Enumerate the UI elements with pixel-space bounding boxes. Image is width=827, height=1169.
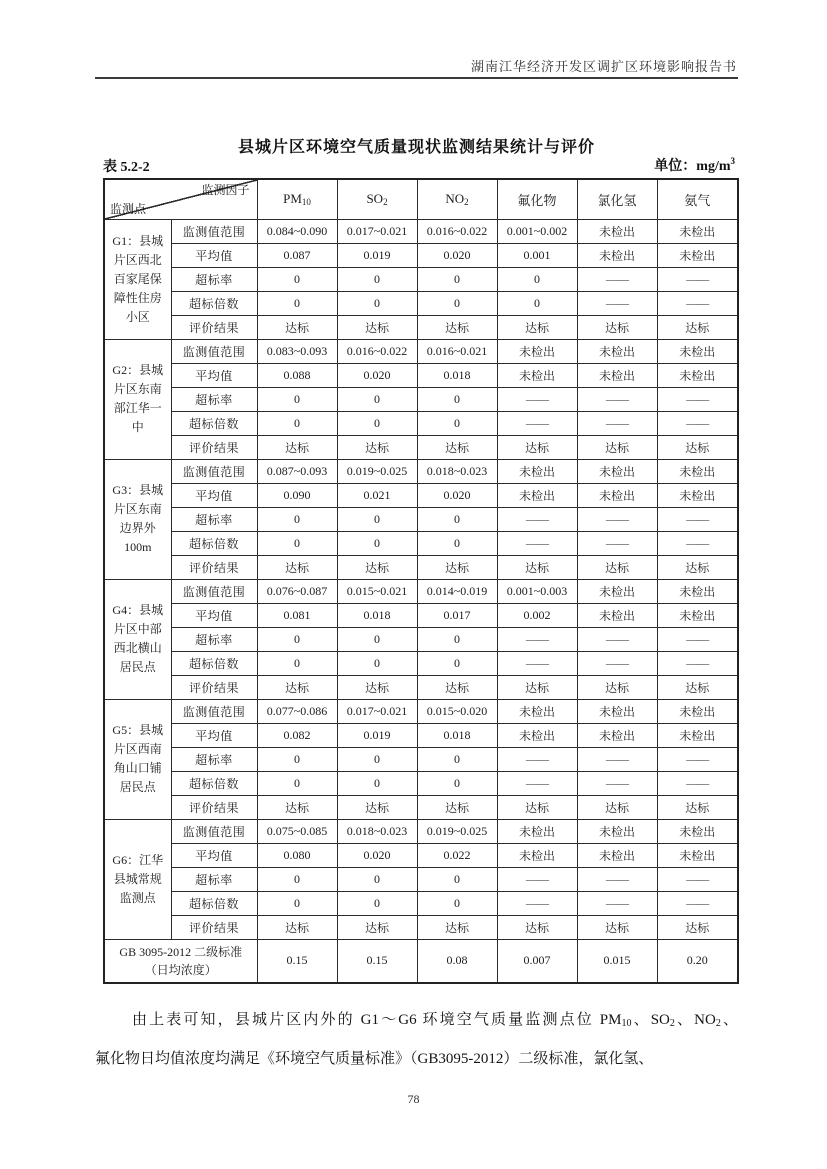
paragraph-text: 、SO — [631, 1012, 670, 1028]
value-cell: 未检出 — [657, 699, 738, 723]
row-label: 平均值 — [171, 243, 257, 267]
value-cell: 0.019~0.025 — [417, 819, 497, 843]
value-cell: 0.001~0.002 — [497, 219, 577, 243]
table-row — [104, 315, 738, 339]
unit-text: 单位：mg/m — [654, 159, 731, 174]
value-cell: 0.082 — [257, 723, 337, 747]
value-cell: 0 — [417, 531, 497, 555]
row-label: 评价结果 — [171, 795, 257, 819]
value-cell: 0.017 — [417, 603, 497, 627]
value-cell: 达标 — [497, 915, 577, 939]
value-cell: 达标 — [577, 555, 657, 579]
value-cell: —— — [577, 411, 657, 435]
value-cell: 未检出 — [577, 723, 657, 747]
value-cell: 达标 — [417, 915, 497, 939]
value-cell: 0 — [337, 651, 417, 675]
value-cell: 0.090 — [257, 483, 337, 507]
value-cell: 未检出 — [577, 699, 657, 723]
page-number: 78 — [407, 1092, 420, 1106]
value-cell: 未检出 — [497, 819, 577, 843]
value-cell: —— — [657, 411, 738, 435]
row-label: 超标率 — [171, 747, 257, 771]
table-row — [104, 603, 738, 627]
paragraph-text: 、NO — [674, 1012, 716, 1028]
value-cell: 0.077~0.086 — [257, 699, 337, 723]
value-cell: 达标 — [257, 435, 337, 459]
value-cell: 达标 — [657, 435, 738, 459]
table-row — [104, 819, 738, 843]
value-cell: —— — [657, 891, 738, 915]
document-header: 湖南江华经济开发区调扩区环境影响报告书 — [470, 59, 737, 74]
value-cell: 达标 — [577, 915, 657, 939]
value-cell: 0 — [257, 627, 337, 651]
value-cell: —— — [497, 387, 577, 411]
standard-row — [104, 939, 738, 983]
value-cell: 0 — [257, 771, 337, 795]
value-cell: —— — [657, 387, 738, 411]
row-label: 超标率 — [171, 867, 257, 891]
value-cell: 0 — [337, 867, 417, 891]
subscript: 10 — [301, 197, 311, 208]
value-cell: —— — [577, 627, 657, 651]
analysis-paragraph — [95, 1001, 738, 1079]
row-label: 超标率 — [171, 387, 257, 411]
value-cell: 达标 — [657, 795, 738, 819]
row-label: 平均值 — [171, 363, 257, 387]
paragraph-line-2 — [95, 1040, 738, 1079]
value-cell: 0.020 — [417, 243, 497, 267]
value-cell: 达标 — [657, 675, 738, 699]
value-cell: —— — [577, 771, 657, 795]
value-cell: 0 — [337, 771, 417, 795]
value-cell: 0 — [337, 267, 417, 291]
value-cell: 0 — [417, 747, 497, 771]
value-cell: 未检出 — [657, 339, 738, 363]
value-cell: 达标 — [577, 675, 657, 699]
standard-value-cell: 0.15 — [257, 939, 337, 983]
standard-value-cell: 0.15 — [337, 939, 417, 983]
standard-value-cell: 0.007 — [497, 939, 577, 983]
value-cell: 未检出 — [577, 483, 657, 507]
value-cell: 达标 — [257, 555, 337, 579]
row-label: 超标倍数 — [171, 891, 257, 915]
value-cell: —— — [497, 891, 577, 915]
value-cell: 0.080 — [257, 843, 337, 867]
corner-label-point: 监测点 — [110, 201, 147, 216]
row-label: 监测值范围 — [171, 579, 257, 603]
value-cell: 0 — [257, 891, 337, 915]
value-cell: 达标 — [337, 915, 417, 939]
row-label: 超标率 — [171, 627, 257, 651]
value-cell: —— — [657, 267, 738, 291]
table-row — [104, 459, 738, 483]
value-cell: 0.020 — [417, 483, 497, 507]
value-cell: —— — [577, 747, 657, 771]
value-cell: 未检出 — [657, 579, 738, 603]
value-cell: 未检出 — [657, 603, 738, 627]
row-label: 评价结果 — [171, 675, 257, 699]
value-cell: 0 — [257, 387, 337, 411]
value-cell: 达标 — [337, 435, 417, 459]
value-cell: 0.022 — [417, 843, 497, 867]
value-cell: 0.020 — [337, 843, 417, 867]
value-cell: 0 — [417, 411, 497, 435]
monitoring-point-label: G2：县城片区东南部江华一中 — [104, 339, 171, 459]
table-row — [104, 867, 738, 891]
subscript: 2 — [669, 1018, 675, 1029]
value-cell: 未检出 — [577, 243, 657, 267]
subscript: 2 — [383, 197, 388, 208]
value-cell: 未检出 — [577, 843, 657, 867]
value-cell: 0.018~0.023 — [337, 819, 417, 843]
table-row — [104, 435, 738, 459]
table-row — [104, 699, 738, 723]
table-row — [104, 627, 738, 651]
table-title: 县城片区环境空气质量现状监测结果统计与评价 — [237, 139, 595, 156]
value-cell: 0.019~0.025 — [337, 459, 417, 483]
value-cell: 达标 — [417, 315, 497, 339]
value-cell: 0 — [417, 771, 497, 795]
value-cell: 未检出 — [657, 219, 738, 243]
value-cell: 0.016~0.021 — [417, 339, 497, 363]
value-cell: 0 — [417, 267, 497, 291]
subscript: 2 — [464, 197, 469, 208]
value-cell: 0.018 — [417, 363, 497, 387]
value-cell: 0.018~0.023 — [417, 459, 497, 483]
row-label: 超标率 — [171, 507, 257, 531]
row-label: 平均值 — [171, 603, 257, 627]
column-header-pm10 — [257, 179, 337, 219]
value-cell: 达标 — [657, 555, 738, 579]
row-label: 评价结果 — [171, 315, 257, 339]
value-cell: 0.017~0.021 — [337, 699, 417, 723]
value-cell: 未检出 — [497, 483, 577, 507]
value-cell: 0 — [417, 627, 497, 651]
value-cell: 达标 — [257, 675, 337, 699]
monitoring-point-label: G5：县城片区西南角山口铺居民点 — [104, 699, 171, 819]
value-cell: 0.020 — [337, 363, 417, 387]
value-cell: 0.019 — [337, 243, 417, 267]
value-cell: 达标 — [337, 315, 417, 339]
value-cell: 未检出 — [497, 339, 577, 363]
table-row — [104, 675, 738, 699]
standard-label — [104, 939, 257, 983]
table-row — [104, 579, 738, 603]
value-cell: 0 — [337, 891, 417, 915]
value-cell: 达标 — [417, 795, 497, 819]
value-cell: 达标 — [577, 795, 657, 819]
value-cell: 0 — [417, 387, 497, 411]
value-cell: —— — [577, 387, 657, 411]
value-cell: 0 — [417, 651, 497, 675]
value-cell: 未检出 — [657, 819, 738, 843]
value-cell: —— — [497, 651, 577, 675]
value-cell: 0 — [417, 291, 497, 315]
value-cell: 达标 — [337, 555, 417, 579]
value-cell: 达标 — [497, 795, 577, 819]
table-row — [104, 915, 738, 939]
value-cell: 未检出 — [657, 723, 738, 747]
value-cell: 0.018 — [417, 723, 497, 747]
value-cell: —— — [577, 867, 657, 891]
table-row — [104, 363, 738, 387]
value-cell: —— — [657, 867, 738, 891]
value-cell: 0.087 — [257, 243, 337, 267]
column-header-text: 氯化氢 — [597, 192, 637, 208]
table-number-label: 表 5.2-2 — [103, 160, 150, 175]
value-cell: —— — [577, 267, 657, 291]
monitoring-table — [103, 178, 739, 984]
table-header-row — [104, 179, 738, 219]
value-cell: 0.076~0.087 — [257, 579, 337, 603]
value-cell: 0 — [337, 291, 417, 315]
standard-label-line1: GB 3095-2012 二级标准 — [119, 944, 243, 959]
value-cell: 未检出 — [577, 363, 657, 387]
row-label: 监测值范围 — [171, 459, 257, 483]
value-cell: —— — [497, 747, 577, 771]
monitoring-point-label: G1：县城片区西北百家尾保障性住房小区 — [104, 219, 171, 339]
column-header-氯化氢 — [577, 179, 657, 219]
value-cell: 0 — [497, 267, 577, 291]
value-cell: 0 — [257, 267, 337, 291]
value-cell: 未检出 — [577, 219, 657, 243]
value-cell: 0 — [417, 867, 497, 891]
value-cell: —— — [657, 747, 738, 771]
row-label: 平均值 — [171, 723, 257, 747]
value-cell: —— — [497, 771, 577, 795]
value-cell: 0 — [257, 651, 337, 675]
row-label: 平均值 — [171, 843, 257, 867]
unit-superscript: 3 — [730, 156, 735, 166]
value-cell: 0.002 — [497, 603, 577, 627]
value-cell: 0 — [257, 867, 337, 891]
value-cell: 未检出 — [657, 459, 738, 483]
column-header-text: 氨气 — [684, 192, 711, 208]
value-cell: 未检出 — [497, 363, 577, 387]
value-cell: —— — [657, 531, 738, 555]
value-cell: 达标 — [417, 555, 497, 579]
row-label: 监测值范围 — [171, 819, 257, 843]
value-cell: 达标 — [257, 315, 337, 339]
value-cell: 0.075~0.085 — [257, 819, 337, 843]
value-cell: —— — [657, 291, 738, 315]
value-cell: 未检出 — [657, 363, 738, 387]
row-label: 评价结果 — [171, 435, 257, 459]
column-header-text: PM — [283, 191, 302, 207]
value-cell: 未检出 — [577, 339, 657, 363]
row-label: 监测值范围 — [171, 699, 257, 723]
value-cell: 未检出 — [657, 243, 738, 267]
value-cell: 0.014~0.019 — [417, 579, 497, 603]
value-cell: 0 — [337, 507, 417, 531]
row-label: 评价结果 — [171, 915, 257, 939]
value-cell: 0 — [257, 507, 337, 531]
standard-value-cell: 0.015 — [577, 939, 657, 983]
table-row — [104, 747, 738, 771]
value-cell: 0.015~0.021 — [337, 579, 417, 603]
value-cell: —— — [497, 627, 577, 651]
value-cell: 达标 — [657, 915, 738, 939]
value-cell: 0 — [257, 291, 337, 315]
value-cell: 0.017~0.021 — [337, 219, 417, 243]
value-cell: 0.088 — [257, 363, 337, 387]
value-cell: 未检出 — [657, 483, 738, 507]
value-cell: 0.015~0.020 — [417, 699, 497, 723]
value-cell: 0 — [417, 891, 497, 915]
subscript: 10 — [621, 1018, 632, 1029]
value-cell: 未检出 — [577, 603, 657, 627]
value-cell: 未检出 — [657, 843, 738, 867]
value-cell: 0 — [337, 411, 417, 435]
value-cell: 达标 — [497, 675, 577, 699]
table-row — [104, 843, 738, 867]
value-cell: 0.018 — [337, 603, 417, 627]
value-cell: 0.087~0.093 — [257, 459, 337, 483]
value-cell: 0.016~0.022 — [417, 219, 497, 243]
unit-label — [654, 155, 735, 175]
paragraph-line-1 — [95, 1001, 738, 1040]
value-cell: 未检出 — [577, 819, 657, 843]
value-cell: 0.001 — [497, 243, 577, 267]
value-cell: —— — [497, 411, 577, 435]
value-cell: —— — [497, 507, 577, 531]
row-label: 监测值范围 — [171, 339, 257, 363]
value-cell: —— — [657, 651, 738, 675]
column-header-text: 氟化物 — [517, 192, 557, 208]
table-row — [104, 723, 738, 747]
table-row — [104, 387, 738, 411]
value-cell: 未检出 — [577, 579, 657, 603]
row-label: 平均值 — [171, 483, 257, 507]
value-cell: 达标 — [497, 315, 577, 339]
value-cell: 未检出 — [497, 699, 577, 723]
value-cell: 0 — [417, 507, 497, 531]
value-cell: 0 — [497, 291, 577, 315]
value-cell: —— — [577, 531, 657, 555]
row-label: 超标倍数 — [171, 771, 257, 795]
value-cell: 0.081 — [257, 603, 337, 627]
value-cell: 0.083~0.093 — [257, 339, 337, 363]
table-row — [104, 795, 738, 819]
value-cell: 达标 — [497, 555, 577, 579]
table-row — [104, 219, 738, 243]
corner-cell — [104, 179, 257, 219]
paragraph-text: 、 — [720, 1012, 738, 1028]
monitoring-point-label: G3：县城片区东南边界外100m — [104, 459, 171, 579]
table-row — [104, 555, 738, 579]
table-row — [104, 891, 738, 915]
monitoring-point-label: G4：县城片区中部西北横山居民点 — [104, 579, 171, 699]
value-cell: 未检出 — [497, 723, 577, 747]
value-cell: —— — [657, 627, 738, 651]
value-cell: 0 — [337, 627, 417, 651]
value-cell: 0 — [337, 747, 417, 771]
value-cell: 0.016~0.022 — [337, 339, 417, 363]
value-cell: 0 — [257, 747, 337, 771]
row-label: 超标率 — [171, 267, 257, 291]
value-cell: 达标 — [577, 435, 657, 459]
value-cell: 未检出 — [497, 459, 577, 483]
value-cell: —— — [657, 507, 738, 531]
value-cell: —— — [577, 507, 657, 531]
value-cell: 0 — [257, 411, 337, 435]
column-header-text: SO — [366, 191, 384, 207]
value-cell: 0.021 — [337, 483, 417, 507]
value-cell: 达标 — [417, 675, 497, 699]
value-cell: 达标 — [657, 315, 738, 339]
standard-value-cell: 0.08 — [417, 939, 497, 983]
value-cell: 0.001~0.003 — [497, 579, 577, 603]
corner-label-factor: 监测因子 — [201, 183, 250, 197]
column-header-no2 — [417, 179, 497, 219]
subscript: 2 — [715, 1018, 721, 1029]
row-label: 超标倍数 — [171, 291, 257, 315]
value-cell: 达标 — [417, 435, 497, 459]
value-cell: 0 — [337, 531, 417, 555]
value-cell: —— — [497, 531, 577, 555]
standard-label-line2: （日均浓度） — [144, 962, 217, 977]
row-label: 超标倍数 — [171, 531, 257, 555]
value-cell: —— — [497, 867, 577, 891]
header-divider — [95, 77, 738, 79]
value-cell: 达标 — [577, 315, 657, 339]
row-label: 评价结果 — [171, 555, 257, 579]
value-cell: 达标 — [257, 795, 337, 819]
value-cell: 0.019 — [337, 723, 417, 747]
value-cell: 达标 — [337, 675, 417, 699]
value-cell: —— — [657, 771, 738, 795]
value-cell: 达标 — [257, 915, 337, 939]
row-label: 监测值范围 — [171, 219, 257, 243]
value-cell: —— — [577, 651, 657, 675]
table-row — [104, 291, 738, 315]
column-header-氟化物 — [497, 179, 577, 219]
value-cell: 0 — [337, 387, 417, 411]
table-row — [104, 771, 738, 795]
column-header-so2 — [337, 179, 417, 219]
value-cell: 未检出 — [497, 843, 577, 867]
row-label: 超标倍数 — [171, 411, 257, 435]
table-row — [104, 483, 738, 507]
table-row — [104, 243, 738, 267]
value-cell: —— — [577, 291, 657, 315]
value-cell: 未检出 — [577, 459, 657, 483]
value-cell: 达标 — [497, 435, 577, 459]
table-row — [104, 267, 738, 291]
table-row — [104, 531, 738, 555]
standard-value-cell: 0.20 — [657, 939, 738, 983]
paragraph-text: 氟化物日均值浓度均满足《环境空气质量标准》（GB3095-2012）二级标准，氯化氢、 — [95, 1051, 654, 1067]
table-row — [104, 411, 738, 435]
row-label: 超标倍数 — [171, 651, 257, 675]
value-cell: 0 — [257, 531, 337, 555]
table-row — [104, 651, 738, 675]
table-row — [104, 339, 738, 363]
value-cell: —— — [577, 891, 657, 915]
table-row — [104, 507, 738, 531]
paragraph-text: 由上表可知，县城片区内外的 G1～G6 环境空气质量监测点位 PM — [132, 1012, 622, 1028]
value-cell: 达标 — [337, 795, 417, 819]
value-cell: 0.084~0.090 — [257, 219, 337, 243]
monitoring-point-label: G6：江华县城常规监测点 — [104, 819, 171, 939]
column-header-text: NO — [445, 191, 465, 207]
column-header-氨气 — [657, 179, 738, 219]
